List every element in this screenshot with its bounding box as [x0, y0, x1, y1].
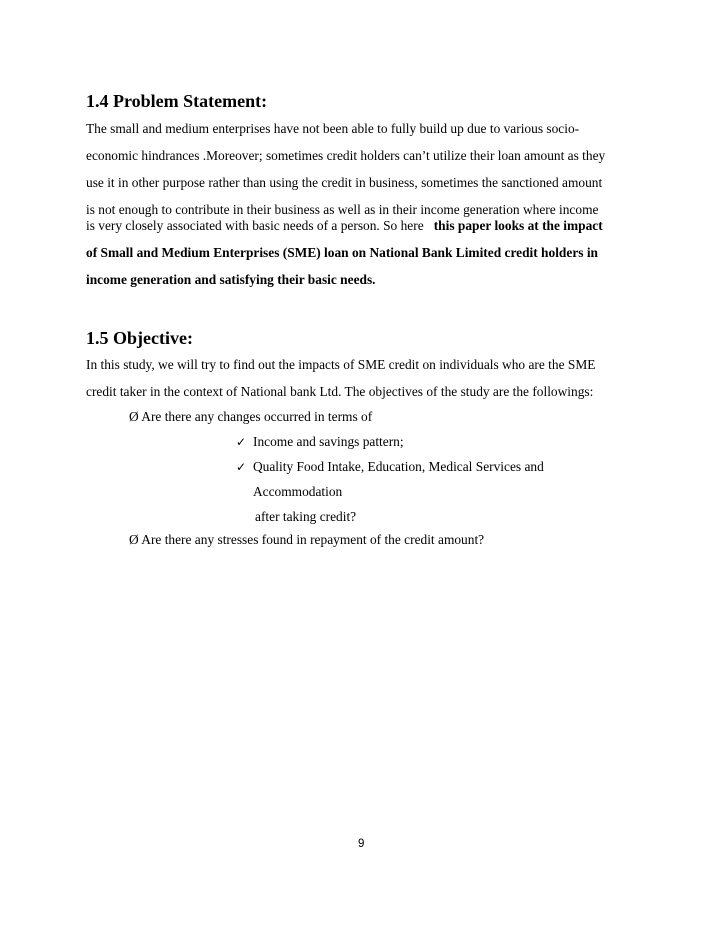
problem-line-5-normal: is very closely associated with basic needs of a person. So here — [86, 218, 434, 233]
check-item-2-continuation: Accommodation — [253, 484, 343, 499]
check-item-1: Income and savings pattern; — [253, 434, 404, 449]
problem-statement-heading: 1.4 Problem Statement: — [86, 91, 268, 111]
question-1-text: Are there any changes occurred in terms of — [141, 409, 373, 424]
problem-line-5 — [86, 218, 603, 234]
objective-line-2: credit taker in the context of National bank Ltd. The objectives of the study are the followings: — [86, 384, 594, 399]
problem-line-5-bold: this paper looks at the impact — [433, 218, 603, 233]
page-number: 9 — [358, 838, 365, 850]
arrow-bullet-icon: Ø — [129, 409, 139, 424]
objective-question-1 — [129, 409, 372, 425]
objective-question-2 — [129, 532, 484, 548]
problem-line-2: economic hindrances .Moreover; sometimes credit holders can’t utilize their loan amount as they — [86, 148, 606, 163]
problem-line-4: is not enough to contribute in their business as well as in their income generation where income — [86, 202, 599, 217]
objective-line-1: In this study, we will try to find out the impacts of SME credit on individuals who are the SME — [86, 357, 596, 372]
problem-line-1: The small and medium enterprises have not been able to fully build up due to various socio- — [86, 121, 580, 136]
checkmark-icon: ✓ — [236, 435, 247, 449]
check-item-2: Quality Food Intake, Education, Medical Services and — [253, 459, 544, 474]
question-2-text: Are there any stresses found in repayment of the credit amount? — [141, 532, 485, 547]
checkmark-icon: ✓ — [236, 460, 247, 474]
arrow-bullet-icon: Ø — [129, 532, 139, 547]
after-taking-credit-text: after taking credit? — [255, 509, 357, 524]
problem-line-3: use it in other purpose rather than using the credit in business, sometimes the sanctioned amount — [86, 175, 603, 190]
objective-heading: 1.5 Objective: — [86, 328, 193, 348]
problem-line-6: of Small and Medium Enterprises (SME) loan on National Bank Limited credit holders in — [86, 245, 598, 260]
problem-line-7: income generation and satisfying their basic needs. — [86, 272, 376, 287]
